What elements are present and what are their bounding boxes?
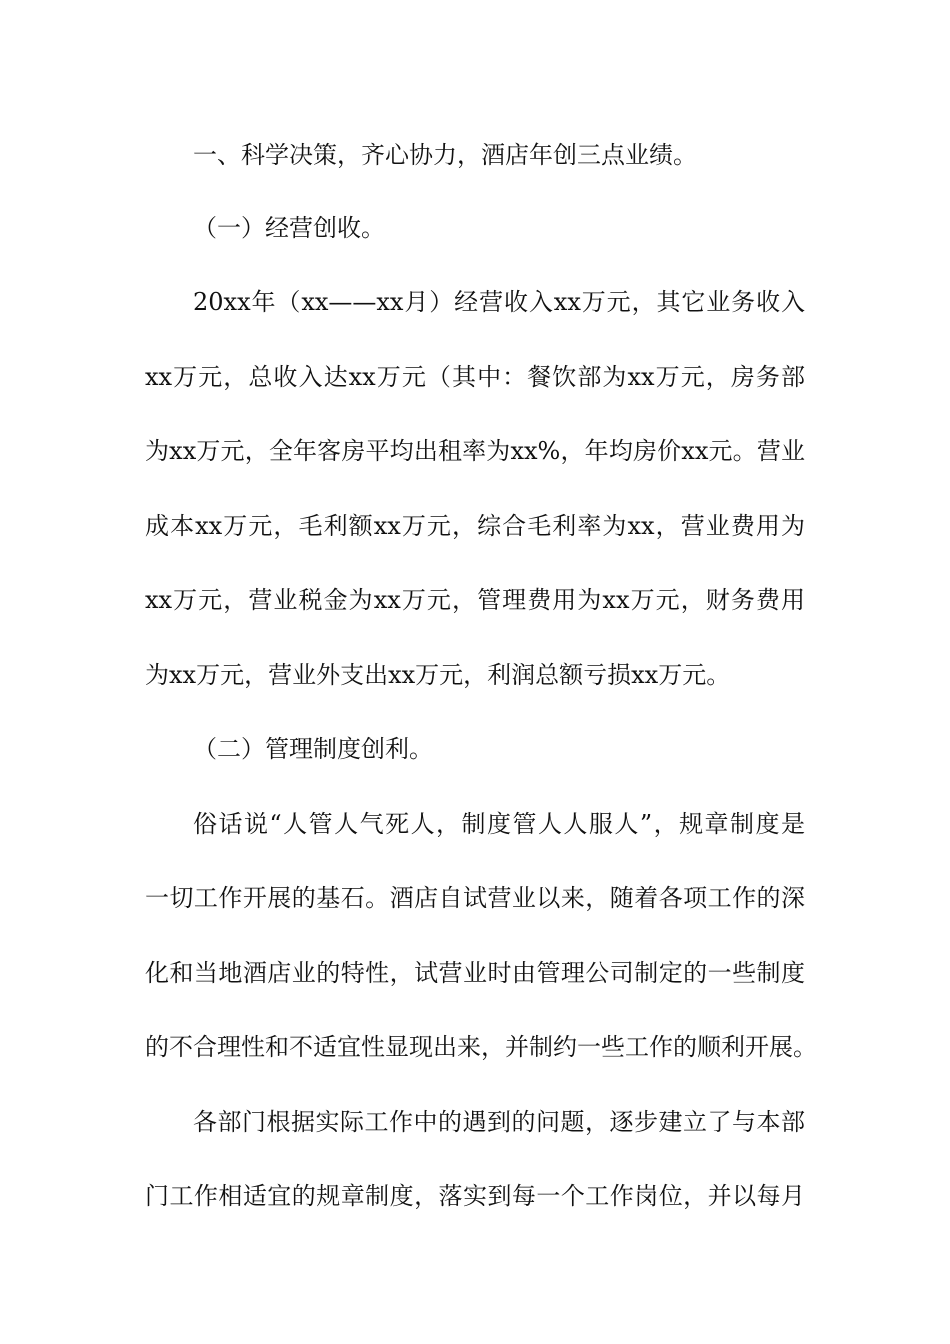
paragraph-line: 各部门根据实际工作中的遇到的问题，逐步建立了与本部 [193, 1108, 805, 1136]
subsection-heading-operations: （一）经营创收。 [193, 214, 385, 242]
paragraph-line: 的不合理性和不适宜性显现出来，并制约一些工作的顺利开展。 [145, 1033, 817, 1061]
paragraph-line: 化和当地酒店业的特性，试营业时由管理公司制定的一些制度 [145, 959, 805, 987]
paragraph-line: 成本xx万元，毛利额xx万元，综合毛利率为xx，营业费用为 [145, 512, 805, 540]
paragraph-line: 一切工作开展的基石。酒店自试营业以来，随着各项工作的深 [145, 884, 805, 912]
paragraph-line: 20xx年（xx——xx月）经营收入xx万元，其它业务收入 [193, 288, 805, 316]
section-heading-1: 一、科学决策，齐心协力，酒店年创三点业绩。 [193, 141, 697, 169]
paragraph-line: xx万元，总收入达xx万元（其中：餐饮部为xx万元，房务部 [145, 363, 805, 391]
subsection-heading-management: （二）管理制度创利。 [193, 735, 433, 763]
paragraph-line: 为xx万元，营业外支出xx万元，利润总额亏损xx万元。 [145, 661, 731, 689]
paragraph-line: xx万元，营业税金为xx万元，管理费用为xx万元，财务费用 [145, 586, 805, 614]
paragraph-line: 门工作相适宜的规章制度，落实到每一个工作岗位，并以每月 [145, 1182, 805, 1210]
paragraph-line: 为xx万元，全年客房平均出租率为xx%，年均房价xx元。营业 [145, 437, 805, 465]
paragraph-line: 俗话说“人管人气死人，制度管人人服人”，规章制度是 [193, 810, 805, 838]
